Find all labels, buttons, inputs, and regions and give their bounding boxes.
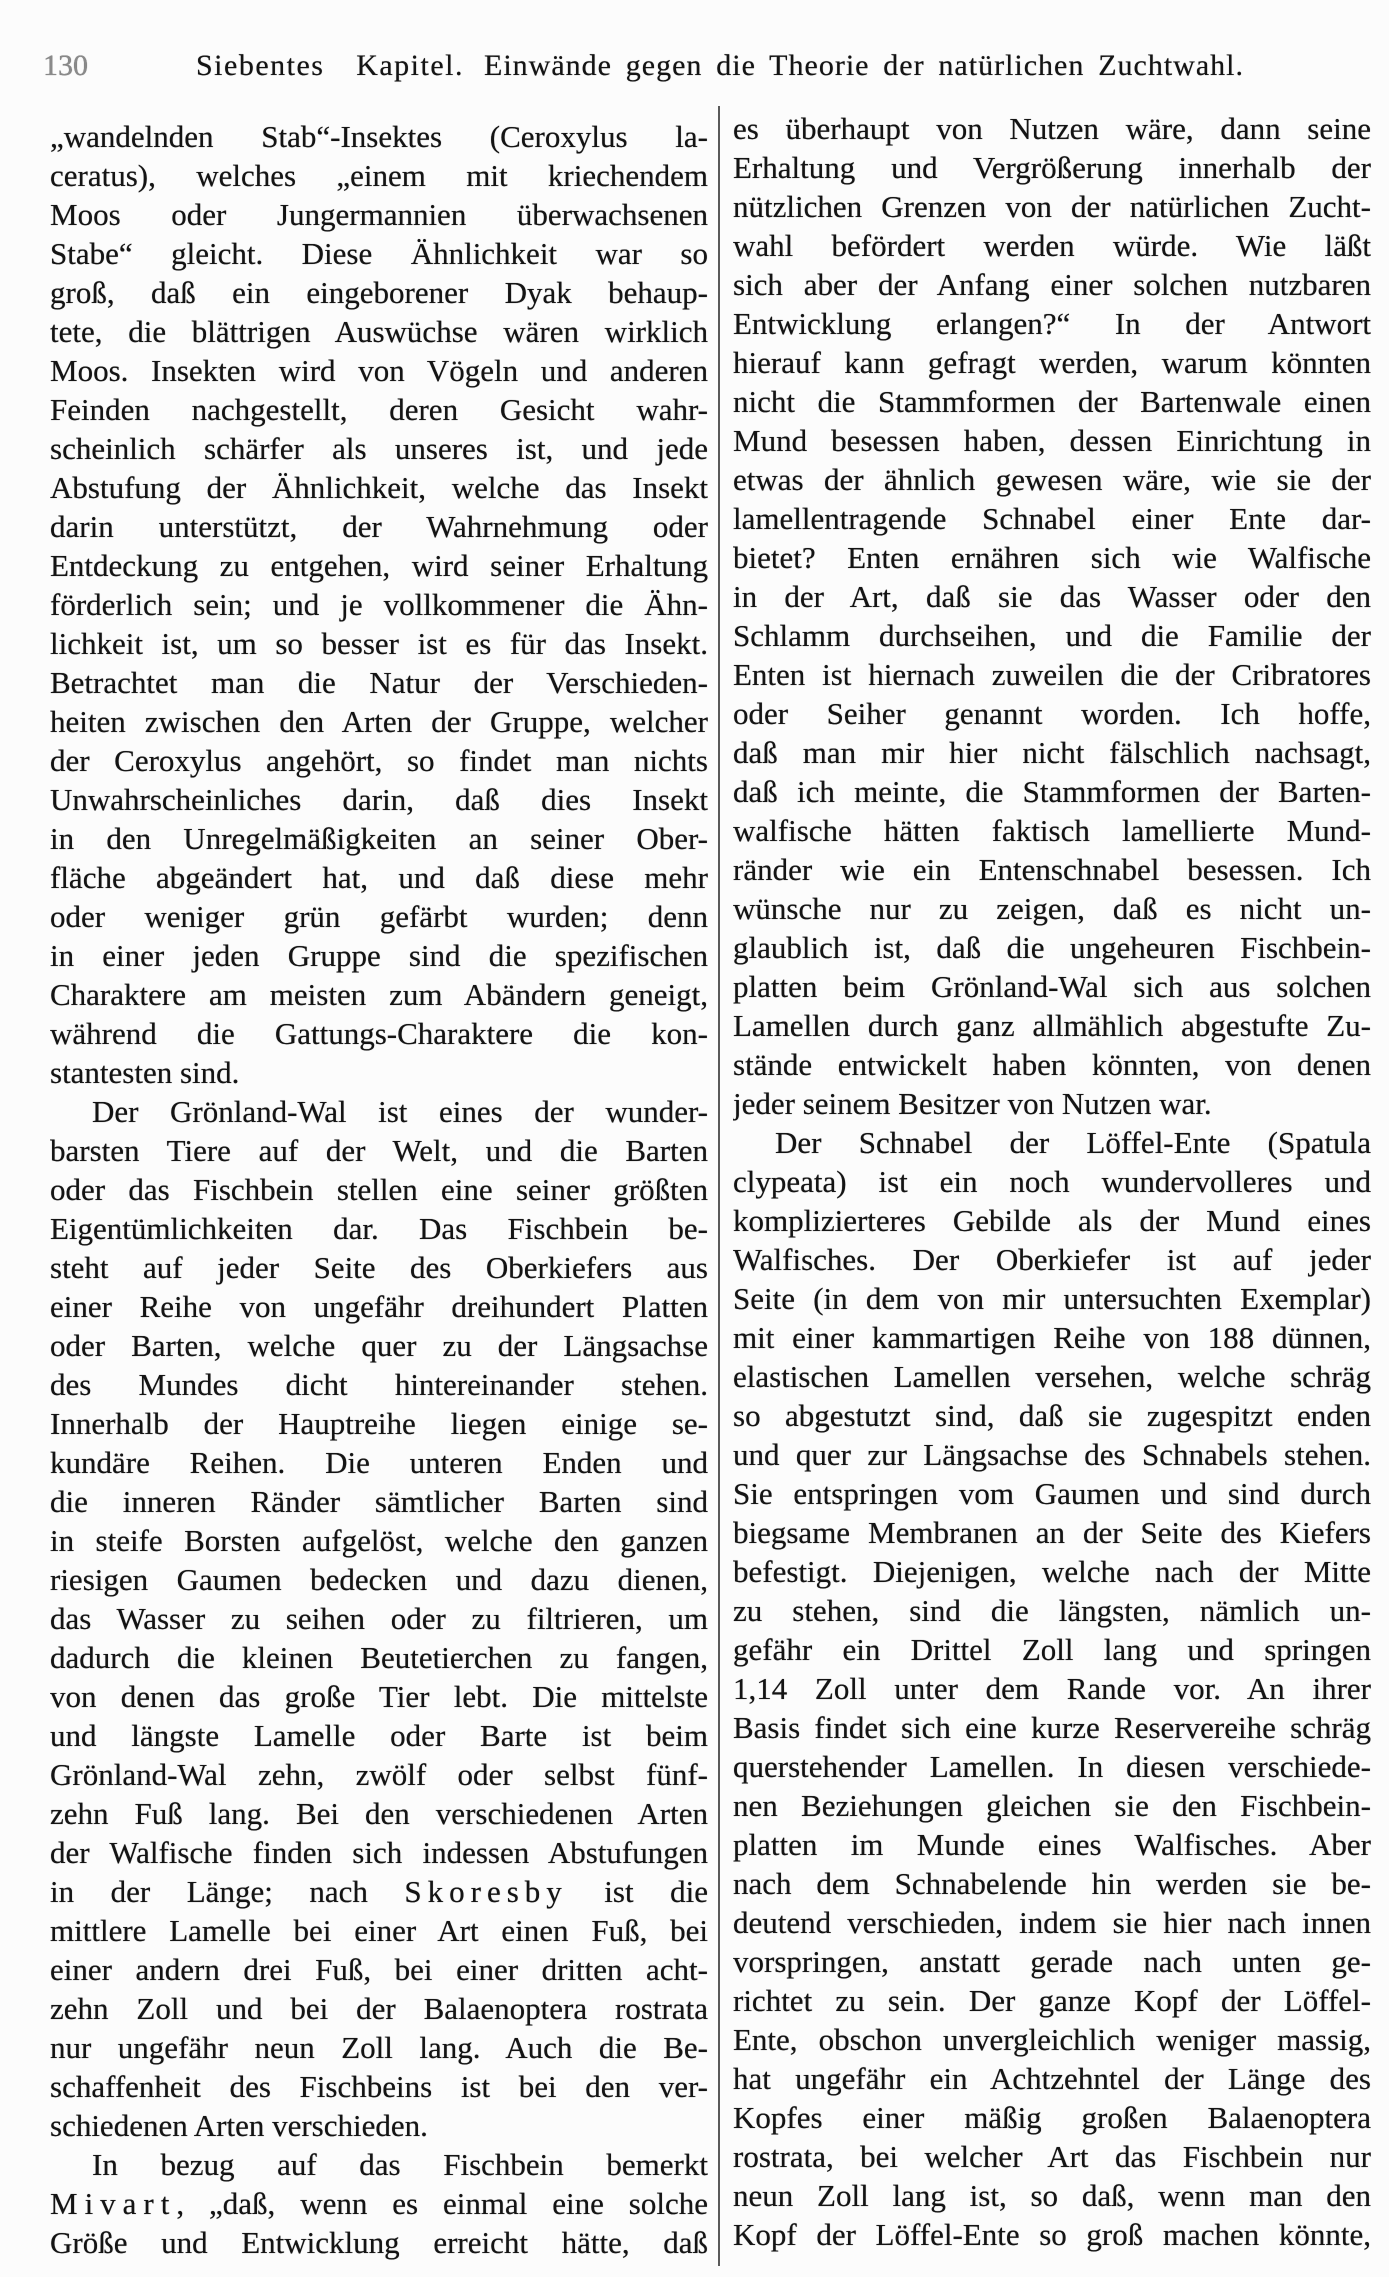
text-line: hat ungefähr ein Achtzehntel der Länge des [733, 2061, 1371, 2096]
text-line: groß, daß ein eingeborener Dyak behaup- [50, 275, 708, 310]
text-line: etwas der ähnlich gewesen wäre, wie sie der [733, 462, 1371, 497]
line-segment: , „daß, wenn es einmal eine solche [176, 2186, 708, 2221]
text-line: stantesten sind. [50, 1055, 240, 1090]
text-line: oder weniger grün gefärbt wurden; denn [50, 899, 708, 934]
text-line: in einer jeden Gruppe sind die spezifischen [50, 938, 708, 973]
line-segment: ist die [567, 1874, 708, 1909]
text-line: wünsche nur zu zeigen, daß es nicht un- [733, 891, 1371, 926]
text-line: Charaktere am meisten zum Abändern geneigt, [50, 977, 708, 1012]
text-line: der Walfische finden sich indessen Abstufungen [50, 1835, 708, 1870]
paragraph [50, 117, 708, 1092]
text-line: der Ceroxylus angehört, so findet man nichts [50, 743, 708, 778]
text-line: Stabe“ gleicht. Diese Ähnlichkeit war so [50, 236, 708, 271]
text-line: Der Schnabel der Löffel-Ente (Spatula [775, 1125, 1371, 1160]
text-line: Seite (in dem von mir untersuchten Exemplar) [733, 1281, 1371, 1316]
left-column [50, 117, 708, 2262]
author-name-spaced: Mivart [50, 2186, 177, 2221]
text-line: stände entwickelt haben könnten, von denen [733, 1047, 1371, 1082]
page-number: 130 [43, 49, 88, 82]
text-line: in der Art, daß sie das Wasser oder den [733, 579, 1371, 614]
text-line: 1,14 Zoll unter dem Rande vor. An ihrer [733, 1671, 1371, 1706]
text-line: platten im Munde eines Walfisches. Aber [733, 1827, 1371, 1862]
text-line: von denen das große Tier lebt. Die mittelste [50, 1679, 708, 1714]
paragraph [733, 109, 1371, 1123]
text-line: richtet zu sein. Der ganze Kopf der Löffel- [733, 1983, 1371, 2018]
text-line: Moos oder Jungermannien überwachsenen [50, 197, 708, 232]
text-line: es überhaupt von Nutzen wäre, dann seine [733, 111, 1371, 146]
text-line: Mund besessen haben, dessen Einrichtung in [733, 423, 1371, 458]
text-line: Moos. Insekten wird von Vögeln und anderen [50, 353, 708, 388]
text-line: kundäre Reihen. Die unteren Enden und [50, 1445, 708, 1480]
text-line: nur ungefähr neun Zoll lang. Auch die Be- [50, 2030, 708, 2065]
text-line: Unwahrscheinliches darin, daß dies Insekt [50, 782, 708, 817]
text-line: und längste Lamelle oder Barte ist beim [50, 1718, 708, 1753]
text-line: Eigentümlichkeiten dar. Das Fischbein be- [50, 1211, 708, 1246]
text-line: elastischen Lamellen versehen, welche schräg [733, 1359, 1371, 1394]
text-line [50, 1872, 708, 1911]
text-line: in steife Borsten aufgelöst, welche den ganzen [50, 1523, 708, 1558]
text-line: ränder wie ein Entenschnabel besessen. Ich [733, 852, 1371, 887]
text-line: während die Gattungs-Charaktere die kon- [50, 1016, 708, 1051]
text-line: gefähr ein Drittel Zoll lang und springen [733, 1632, 1371, 1667]
text-line: ceratus), welches „einem mit kriechendem [50, 158, 708, 193]
text-line: Kopf der Löffel-Ente so groß machen könnte, [733, 2217, 1371, 2252]
text-line: zu stehen, sind die längsten, nämlich un- [733, 1593, 1371, 1628]
text-line: einer Reihe von ungefähr dreihundert Platten [50, 1289, 708, 1324]
paragraph [50, 2145, 708, 2262]
text-line: oder Barten, welche quer zu der Längsachse [50, 1328, 708, 1363]
text-line: walfische hätten faktisch lamellierte Mund- [733, 813, 1371, 848]
text-line: Feinden nachgestellt, deren Gesicht wahr- [50, 392, 708, 427]
text-line: Entdeckung zu entgehen, wird seiner Erhaltung [50, 548, 708, 583]
author-name-spaced: Skoresby [404, 1874, 568, 1909]
text-line: vorspringen, anstatt gerade nach unten ge- [733, 1944, 1371, 1979]
text-line: Lamellen durch ganz allmählich abgestufte Zu- [733, 1008, 1371, 1043]
text-line: deutend verschieden, indem sie hier nach innen [733, 1905, 1371, 1940]
text-line: Basis findet sich eine kurze Reservereihe schräg [733, 1710, 1371, 1745]
text-line: jeder seinem Besitzer von Nutzen war. [733, 1086, 1212, 1121]
text-line: barsten Tiere auf der Welt, und die Barten [50, 1133, 708, 1168]
text-line: rostrata, bei welcher Art das Fischbein nur [733, 2139, 1371, 2174]
text-line: und quer zur Längsachse des Schnabels stehen. [733, 1437, 1371, 1472]
text-line: schiedenen Arten verschieden. [50, 2108, 428, 2143]
paragraph [50, 1092, 708, 2145]
text-line: Größe und Entwicklung erreicht hätte, daß [50, 2225, 708, 2260]
text-line: nicht die Stammformen der Bartenwale einen [733, 384, 1371, 419]
text-line: oder das Fischbein stellen eine seiner größten [50, 1172, 708, 1207]
text-line: schaffenheit des Fischbeins ist bei den ver- [50, 2069, 708, 2104]
text-line: Abstufung der Ähnlichkeit, welche das Insekt [50, 470, 708, 505]
text-line: Innerhalb der Hauptreihe liegen einige se- [50, 1406, 708, 1441]
column-rule [718, 106, 720, 2266]
text-line: mittlere Lamelle bei einer Art einen Fuß, bei [50, 1913, 708, 1948]
text-line: komplizierteres Gebilde als der Mund eines [733, 1203, 1371, 1238]
text-line: Erhaltung und Vergrößerung innerhalb der [733, 150, 1371, 185]
text-line: daß man mir hier nicht fälschlich nachsagt, [733, 735, 1371, 770]
text-line: steht auf jeder Seite des Oberkiefers aus [50, 1250, 708, 1285]
text-line: Grönland-Wal zehn, zwölf oder selbst fünf- [50, 1757, 708, 1792]
text-line: Der Grönland-Wal ist eines der wunder- [92, 1094, 708, 1129]
text-line: darin unterstützt, der Wahrnehmung oder [50, 509, 708, 544]
text-line: wahl befördert werden würde. Wie läßt [733, 228, 1371, 263]
text-line: querstehender Lamellen. In diesen verschiede- [733, 1749, 1371, 1784]
text-line: tete, die blättrigen Auswüchse wären wirklich [50, 314, 708, 349]
text-line: befestigt. Diejenigen, welche nach der Mitte [733, 1554, 1371, 1589]
text-line: oder Seiher genannt worden. Ich hoffe, [733, 696, 1371, 731]
text-line: nach dem Schnabelende hin werden sie be- [733, 1866, 1371, 1901]
text-line: heiten zwischen den Arten der Gruppe, welcher [50, 704, 708, 739]
text-line: Enten ist hiernach zuweilen die der Cribratores [733, 657, 1371, 692]
text-line: in den Unregelmäßigkeiten an seiner Ober- [50, 821, 708, 856]
text-line: In bezug auf das Fischbein bemerkt [92, 2147, 708, 2182]
text-line: so abgestutzt sind, daß sie zugespitzt enden [733, 1398, 1371, 1433]
text-line: dadurch die kleinen Beutetierchen zu fangen, [50, 1640, 708, 1675]
text-line: förderlich sein; und je vollkommener die Ähn- [50, 587, 708, 622]
text-line: „wandelnden Stab“-Insektes (Ceroxylus la- [50, 119, 708, 154]
text-line: Entwicklung erlangen?“ In der Antwort [733, 306, 1371, 341]
text-line: daß ich meinte, die Stammformen der Barten- [733, 774, 1371, 809]
text-line: zehn Fuß lang. Bei den verschiedenen Arten [50, 1796, 708, 1831]
text-line: riesigen Gaumen bedecken und dazu dienen, [50, 1562, 708, 1597]
text-line: nen Beziehungen gleichen sie den Fischbein- [733, 1788, 1371, 1823]
text-line: Betrachtet man die Natur der Verschieden- [50, 665, 708, 700]
text-line: Schlamm durchseihen, und die Familie der [733, 618, 1371, 653]
text-line: Kopfes einer mäßig großen Balaenoptera [733, 2100, 1371, 2135]
text-line: sich aber der Anfang einer solchen nutzbaren [733, 267, 1371, 302]
text-line: fläche abgeändert hat, und daß diese mehr [50, 860, 708, 895]
text-line: biegsame Membranen an der Seite des Kiefers [733, 1515, 1371, 1550]
text-line: hierauf kann gefragt werden, warum könnten [733, 345, 1371, 380]
text-line: einer andern drei Fuß, bei einer dritten acht- [50, 1952, 708, 1987]
paragraph [733, 1123, 1371, 2254]
text-line: lichkeit ist, um so besser ist es für das Insekt. [50, 626, 708, 661]
text-line: des Mundes dicht hintereinander stehen. [50, 1367, 708, 1402]
text-line: nützlichen Grenzen von der natürlichen Zucht- [733, 189, 1371, 224]
chapter-heading: Siebentes Kapitel. [196, 49, 464, 82]
text-line: Sie entspringen vom Gaumen und sind durch [733, 1476, 1371, 1511]
text-line: die inneren Ränder sämtlicher Barten sind [50, 1484, 708, 1519]
text-line: neun Zoll lang ist, so daß, wenn man den [733, 2178, 1371, 2213]
right-column [733, 109, 1371, 2254]
text-line: mit einer kammartigen Reihe von 188 dünnen, [733, 1320, 1371, 1355]
line-segment: in der Länge; nach [50, 1874, 405, 1909]
text-line: bietet? Enten ernähren sich wie Walfische [733, 540, 1371, 575]
text-line: scheinlich schärfer als unseres ist, und jede [50, 431, 708, 466]
text-line [50, 2184, 708, 2223]
text-line: Ente, obschon unvergleichlich weniger massig, [733, 2022, 1371, 2057]
text-line: zehn Zoll und bei der Balaenoptera rostrata [50, 1991, 708, 2026]
running-title: Einwände gegen die Theorie der natürlichen Zuchtwahl. [484, 49, 1244, 82]
text-line: das Wasser zu seihen oder zu filtrieren, um [50, 1601, 708, 1636]
text-line: glaublich ist, daß die ungeheuren Fischbein- [733, 930, 1371, 965]
text-line: clypeata) ist ein noch wundervolleres und [733, 1164, 1371, 1199]
text-line: Walfisches. Der Oberkiefer ist auf jeder [733, 1242, 1371, 1277]
text-line: lamellentragende Schnabel einer Ente dar- [733, 501, 1371, 536]
text-line: platten beim Grönland-Wal sich aus solchen [733, 969, 1371, 1004]
